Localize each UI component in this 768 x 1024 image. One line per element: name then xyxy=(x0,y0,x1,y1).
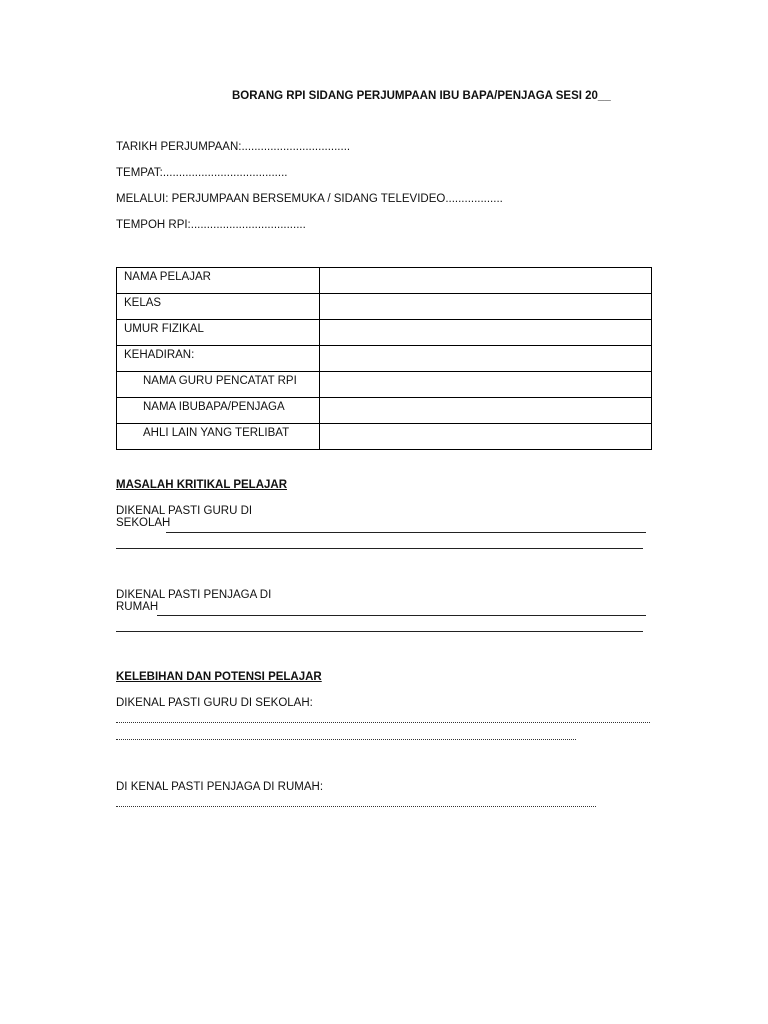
student-info-table xyxy=(116,267,652,450)
masalah-penjaga-line2: RUMAH xyxy=(116,601,159,613)
masalah-penjaga-label xyxy=(116,589,271,613)
masalah-penjaga-answer-line-1[interactable] xyxy=(157,615,646,616)
row-label: NAMA IBUBAPA/PENJAGA xyxy=(117,398,320,424)
kelebihan-heading: KELEBIHAN DAN POTENSI PELAJAR xyxy=(116,671,322,683)
table-row xyxy=(117,424,652,450)
masalah-guru-line1: DIKENAL PASTI GURU DI xyxy=(116,505,253,517)
table-row xyxy=(117,268,652,294)
row-value[interactable] xyxy=(320,424,652,450)
masalah-heading: MASALAH KRITIKAL PELAJAR xyxy=(116,479,288,491)
row-value[interactable] xyxy=(320,268,652,294)
row-value[interactable] xyxy=(320,346,652,372)
masalah-guru-line2: SEKOLAH xyxy=(116,517,171,529)
table-row xyxy=(117,320,652,346)
field-tempat[interactable]: TEMPAT:....................................... xyxy=(116,167,288,179)
row-label: NAMA PELAJAR xyxy=(117,268,320,294)
row-label: KELAS xyxy=(117,294,320,320)
row-value[interactable] xyxy=(320,320,652,346)
row-label: NAMA GURU PENCATAT RPI xyxy=(117,372,320,398)
field-melalui[interactable]: MELALUI: PERJUMPAAN BERSEMUKA / SIDANG TELEVIDEO.................. xyxy=(116,193,503,205)
kelebihan-penjaga-label: DI KENAL PASTI PENJAGA DI RUMAH: xyxy=(116,781,324,793)
kelebihan-guru-answer-line-1[interactable] xyxy=(116,722,650,723)
kelebihan-guru-answer-line-2[interactable] xyxy=(116,739,576,740)
masalah-guru-answer-line-1[interactable] xyxy=(166,532,646,533)
row-label: UMUR FIZIKAL xyxy=(117,320,320,346)
table-row xyxy=(117,372,652,398)
masalah-guru-answer-line-2[interactable] xyxy=(116,548,643,549)
kelebihan-guru-label: DIKENAL PASTI GURU DI SEKOLAH: xyxy=(116,697,313,709)
table-row xyxy=(117,294,652,320)
field-tarikh[interactable]: TARIKH PERJUMPAAN:.................................. xyxy=(116,141,351,153)
masalah-penjaga-line1: DIKENAL PASTI PENJAGA DI xyxy=(116,589,272,601)
row-label: AHLI LAIN YANG TERLIBAT xyxy=(117,424,320,450)
row-value[interactable] xyxy=(320,294,652,320)
kelebihan-penjaga-answer-line[interactable] xyxy=(116,806,596,807)
row-value[interactable] xyxy=(320,398,652,424)
table-row xyxy=(117,398,652,424)
row-label: KEHADIRAN: xyxy=(117,346,320,372)
row-value[interactable] xyxy=(320,372,652,398)
masalah-penjaga-answer-line-2[interactable] xyxy=(116,631,643,632)
form-title: BORANG RPI SIDANG PERJUMPAAN IBU BAPA/PENJAGA SESI 20__ xyxy=(232,90,611,102)
table-row xyxy=(117,346,652,372)
field-tempoh[interactable]: TEMPOH RPI:.................................... xyxy=(116,219,306,231)
masalah-guru-label xyxy=(116,505,252,529)
